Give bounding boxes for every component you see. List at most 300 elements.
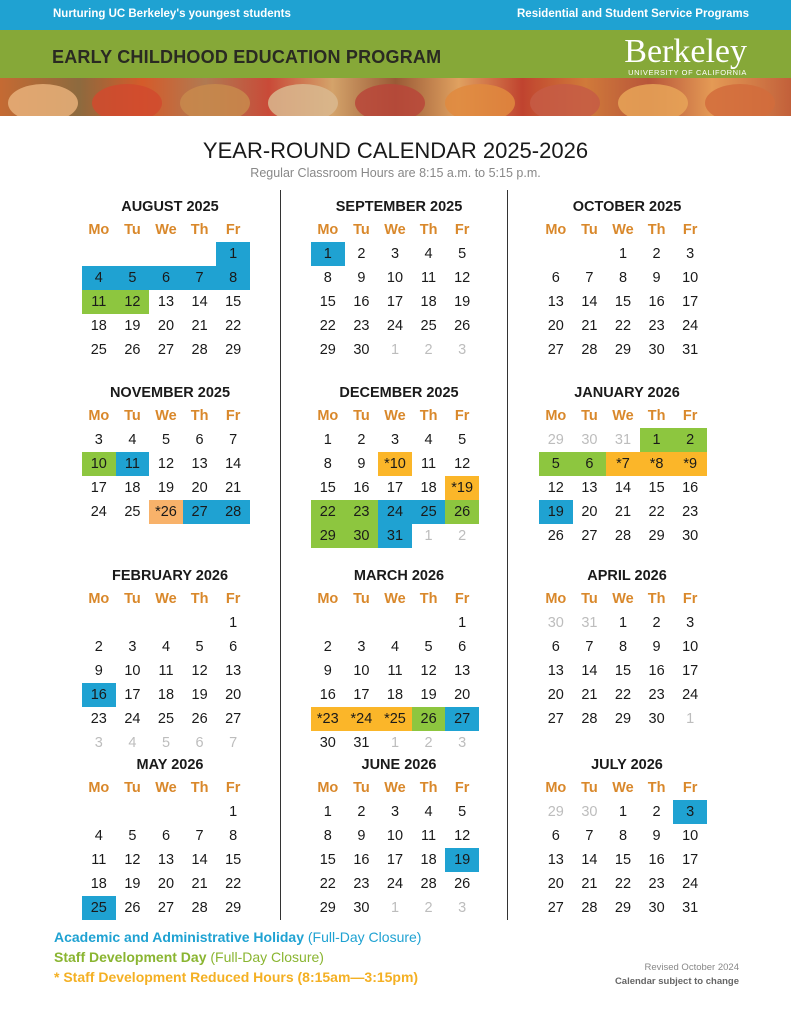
legend-holiday-label: Academic and Administrative Holiday [54,929,304,945]
day-cell: 3 [357,639,366,655]
empty-day-cell [82,242,116,266]
day-cell: 24 [386,876,404,892]
month-title: JANUARY 2026 [574,385,680,401]
day-cell: 2 [357,804,366,820]
day-cell: 2 [458,528,467,544]
weekday-label: Tu [353,780,370,796]
weekday-label: Mo [88,222,110,238]
day-cell: 29 [648,528,665,544]
day-cell: 28 [581,900,598,916]
week-row [539,452,715,476]
day-cell: *19 [445,476,479,500]
day-cell: 22 [614,687,632,703]
weekday-header-row [539,587,715,611]
day-cell: 12 [547,480,564,496]
week-row [311,338,487,362]
day-cell: 27 [547,900,564,916]
logo-subtitle: UNIVERSITY OF CALIFORNIA [628,68,747,77]
week-row [311,824,487,848]
day-cell: 25 [124,504,141,520]
day-cell: 20 [547,318,564,334]
day-cell: 10 [82,452,116,476]
day-cell: 2 [357,246,366,262]
day-cell: 22 [311,500,345,524]
day-cell: 4 [424,246,433,262]
day-cell: 12 [420,663,437,679]
legend-holiday-note: (Full-Day Closure) [304,929,422,945]
top-bar [0,0,791,30]
week-row [82,338,258,362]
weekday-label: Fr [225,780,241,796]
day-cell: 14 [581,294,598,310]
day-cell: 5 [195,639,204,655]
legend [54,927,421,987]
empty-day-cell [183,242,217,266]
day-cell: 20 [454,687,471,703]
day-cell: 19 [124,876,141,892]
week-row [311,635,487,659]
day-cell: 16 [353,852,370,868]
month-7 [311,565,487,755]
week-row [82,707,258,731]
weekday-label: Tu [581,222,598,238]
revision-note [615,961,739,989]
day-cell: 22 [614,318,632,334]
day-cell: 4 [82,266,116,290]
day-cell: 3 [458,342,467,358]
day-cell: 25 [412,500,446,524]
day-cell: 7 [585,639,594,655]
day-cell: 5 [128,828,137,844]
day-cell: 6 [195,735,204,751]
day-cell: 8 [618,270,628,286]
weekday-label: We [612,780,634,796]
day-cell: 24 [682,318,699,334]
week-row [539,476,715,500]
month-8 [539,565,715,731]
weekday-label: Mo [545,222,567,238]
day-cell: 17 [353,687,370,703]
weekday-label: Th [190,408,209,424]
weekday-label: Mo [317,222,339,238]
week-row [311,452,487,476]
day-cell: 16 [319,687,336,703]
day-cell: 28 [420,876,437,892]
weekday-label: Mo [317,591,339,607]
day-cell: 29 [614,342,632,358]
day-cell: 5 [539,452,573,476]
legend-staff-note: (Full-Day Closure) [206,949,324,965]
day-cell: 17 [90,480,107,496]
day-cell: 2 [652,246,661,262]
day-cell: 20 [547,687,564,703]
day-cell: 6 [551,828,560,844]
day-cell: 7 [585,270,594,286]
weekday-header-row [311,404,487,428]
day-cell: 13 [157,852,175,868]
day-cell: 11 [158,663,174,679]
week-row [82,659,258,683]
month-title: AUGUST 2025 [121,199,219,215]
program-title: EARLY CHILDHOOD EDUCATION PROGRAM [52,47,442,67]
day-cell: 19 [157,480,175,496]
page-subtitle: Regular Classroom Hours are 8:15 a.m. to 5:15 p.m. [250,166,541,180]
weekday-label: Th [190,780,209,796]
day-cell: 17 [386,480,404,496]
day-cell: 27 [581,528,598,544]
weekday-label: We [384,222,406,238]
day-cell: 6 [149,266,183,290]
day-cell: 12 [454,828,471,844]
day-cell: 15 [319,294,336,310]
day-cell: 20 [547,876,564,892]
day-cell: 28 [614,528,632,544]
day-cell: 28 [581,711,598,727]
empty-day-cell [116,800,150,824]
empty-day-cell [412,611,446,635]
weekday-label: We [384,408,406,424]
day-cell: 27 [547,342,564,358]
day-cell: 21 [614,504,632,520]
week-row [311,314,487,338]
day-cell: 3 [94,432,103,448]
fruit-image [8,84,78,116]
day-cell: 1 [424,528,433,544]
day-cell: 29 [225,900,242,916]
day-cell: 16 [353,480,370,496]
weekday-label: Tu [581,591,598,607]
day-cell: 25 [420,318,437,334]
day-cell: 19 [420,687,437,703]
day-cell: 15 [614,663,632,679]
day-cell: 8 [323,270,332,286]
day-cell: 26 [454,318,471,334]
weekday-header-row [311,218,487,242]
day-cell: 30 [319,735,336,751]
day-cell: 17 [386,852,404,868]
day-cell: 9 [652,828,661,844]
empty-day-cell [82,800,116,824]
weekday-header-row [539,404,715,428]
week-row [539,500,715,524]
day-cell: 1 [390,342,400,358]
day-cell: 24 [378,500,412,524]
day-cell: 28 [191,342,208,358]
month-1 [311,196,487,362]
day-cell: 15 [614,852,632,868]
day-cell: 21 [581,876,598,892]
day-cell: 19 [539,500,573,524]
day-cell: 18 [420,480,437,496]
day-cell: 8 [618,828,628,844]
week-row [539,290,715,314]
day-cell: 18 [90,318,107,334]
day-cell: 23 [345,500,379,524]
empty-day-cell [378,611,412,635]
day-cell: 29 [225,342,242,358]
weekday-label: Tu [353,222,370,238]
week-row [311,611,487,635]
day-cell: 16 [648,294,665,310]
day-cell: 17 [682,294,699,310]
day-cell: 24 [124,711,141,727]
empty-day-cell [116,242,150,266]
day-cell: 7 [229,735,238,751]
day-cell: 2 [357,432,366,448]
day-cell: 29 [614,900,632,916]
day-cell: 1 [229,804,238,820]
day-cell: 2 [424,342,433,358]
week-row [311,896,487,920]
day-cell: 27 [157,342,175,358]
week-row [82,872,258,896]
day-cell: 23 [648,318,665,334]
month-4 [311,382,487,548]
month-0 [82,196,258,362]
day-cell: 4 [161,639,171,655]
weekday-label: Fr [454,780,470,796]
day-cell: 5 [458,246,467,262]
header-banner [0,30,791,116]
week-row [539,338,715,362]
day-cell: 1 [229,615,238,631]
day-cell: 16 [648,663,665,679]
month-title: JULY 2026 [591,757,663,773]
fruit-image [355,84,425,116]
day-cell: 27 [225,711,242,727]
weekday-label: Fr [225,408,241,424]
day-cell: 6 [573,452,607,476]
weekday-label: Fr [225,222,241,238]
week-row [82,242,258,266]
day-cell: 12 [116,290,150,314]
week-row [311,707,487,731]
day-cell: 1 [390,735,400,751]
week-row [82,824,258,848]
day-cell: 24 [90,504,107,520]
empty-day-cell [82,611,116,635]
month-title: NOVEMBER 2025 [109,385,231,401]
day-cell: *9 [673,452,707,476]
day-cell: 7 [183,266,217,290]
weekday-label: Mo [88,408,110,424]
day-cell: 22 [319,318,336,334]
day-cell: 13 [191,456,208,472]
day-cell: 29 [319,900,336,916]
fruit-image [705,84,775,116]
day-cell: 20 [225,687,242,703]
day-cell: 30 [648,342,665,358]
column-divider [507,190,508,920]
day-cell: 29 [311,524,345,548]
day-cell: 23 [90,711,107,727]
day-cell: 3 [128,639,137,655]
week-row [82,266,258,290]
week-row [539,314,715,338]
weekday-label: We [384,591,406,607]
day-cell: 15 [648,480,665,496]
day-cell: 2 [424,900,433,916]
day-cell: 25 [157,711,175,727]
day-cell: 17 [682,852,699,868]
month-3 [82,382,258,524]
week-row [82,896,258,920]
weekday-label: We [612,591,634,607]
day-cell: 8 [323,828,332,844]
day-cell: 22 [614,876,632,892]
fruit-image [268,84,338,116]
month-title: OCTOBER 2025 [572,199,682,215]
week-row [82,452,258,476]
empty-day-cell [149,800,183,824]
day-cell: 6 [195,432,204,448]
week-row [539,611,715,635]
day-cell: 26 [412,707,446,731]
day-cell: 20 [157,876,175,892]
weekday-label: Mo [88,780,110,796]
day-cell: 17 [124,687,141,703]
day-cell: 13 [454,663,471,679]
day-cell: 13 [547,663,564,679]
day-cell: 21 [225,480,242,496]
weekday-label: Tu [353,408,370,424]
day-cell: 11 [82,290,116,314]
day-cell: 18 [90,876,107,892]
day-cell: 9 [357,270,366,286]
weekday-label: Th [647,780,666,796]
day-cell: 8 [229,828,238,844]
day-cell: 11 [421,456,437,472]
day-cell: 31 [682,342,699,358]
day-cell: 31 [378,524,412,548]
day-cell: 11 [421,828,437,844]
weekday-label: Fr [454,408,470,424]
day-cell: 9 [357,828,366,844]
weekday-label: Th [190,222,209,238]
week-row [539,872,715,896]
day-cell: 7 [229,432,238,448]
day-cell: 24 [386,318,404,334]
department-name: Residential and Student Service Programs [517,8,749,20]
weekday-label: Tu [124,222,141,238]
week-row [82,290,258,314]
week-row [311,476,487,500]
day-cell: 23 [648,876,665,892]
day-cell: 21 [191,318,208,334]
day-cell: 27 [183,500,217,524]
day-cell: 10 [682,639,699,655]
day-cell: 2 [652,615,661,631]
day-cell: 31 [581,615,598,631]
day-cell: 28 [191,900,208,916]
month-title: MAY 2026 [136,757,204,773]
day-cell: 21 [581,687,598,703]
weekday-label: We [612,222,634,238]
weekday-label: Th [419,222,438,238]
day-cell: 13 [225,663,242,679]
week-row [311,524,487,548]
fruit-image [180,84,250,116]
day-cell: 19 [445,848,479,872]
weekday-header-row [82,776,258,800]
week-row [539,242,715,266]
day-cell: 12 [191,663,208,679]
week-row [539,800,715,824]
week-row [82,683,258,707]
empty-day-cell [183,611,217,635]
day-cell: 4 [424,432,433,448]
empty-day-cell [183,800,217,824]
revised-date: Revised October 2024 [644,962,739,973]
weekday-header-row [539,218,715,242]
day-cell: 15 [614,294,632,310]
week-row [539,896,715,920]
day-cell: 6 [551,270,560,286]
day-cell: *7 [606,452,640,476]
day-cell: 11 [421,270,437,286]
day-cell: 10 [386,270,404,286]
day-cell: 3 [390,246,400,262]
day-cell: 10 [353,663,370,679]
day-cell: 1 [323,804,332,820]
day-cell: 16 [682,480,699,496]
week-row [539,659,715,683]
weekday-label: Mo [88,591,110,607]
day-cell: 1 [618,246,628,262]
day-cell: 14 [581,663,598,679]
day-cell: 2 [94,639,103,655]
month-2 [539,196,715,362]
day-cell: 2 [673,428,707,452]
weekday-label: Fr [682,408,698,424]
weekday-label: Fr [682,222,698,238]
fruit-image [530,84,600,116]
day-cell: 14 [225,456,242,472]
weekday-header-row [82,587,258,611]
day-cell: 11 [387,663,403,679]
day-cell: 16 [648,852,665,868]
empty-day-cell [345,611,379,635]
day-cell: 30 [547,615,564,631]
weekday-label: Fr [682,591,698,607]
weekday-label: Th [647,222,666,238]
day-cell: 21 [581,318,598,334]
day-cell: 6 [161,828,171,844]
week-row [311,731,487,755]
empty-day-cell [311,611,345,635]
month-title: DECEMBER 2025 [339,385,459,401]
day-cell: *23 [311,707,345,731]
tagline: Nurturing UC Berkeley's youngest students [53,8,291,20]
weekday-label: Th [647,591,666,607]
day-cell: 11 [116,452,150,476]
day-cell: 9 [357,456,366,472]
weekday-label: Th [419,780,438,796]
day-cell: *26 [149,500,183,524]
day-cell: 8 [323,456,332,472]
weekday-label: Tu [124,780,141,796]
day-cell: 4 [128,735,137,751]
day-cell: 13 [547,852,564,868]
day-cell: 2 [424,735,433,751]
week-row [311,683,487,707]
day-cell: 29 [547,432,564,448]
day-cell: 23 [648,687,665,703]
day-cell: 30 [648,900,665,916]
day-cell: 22 [319,876,336,892]
weekday-label: Th [419,408,438,424]
weekday-label: Mo [317,780,339,796]
